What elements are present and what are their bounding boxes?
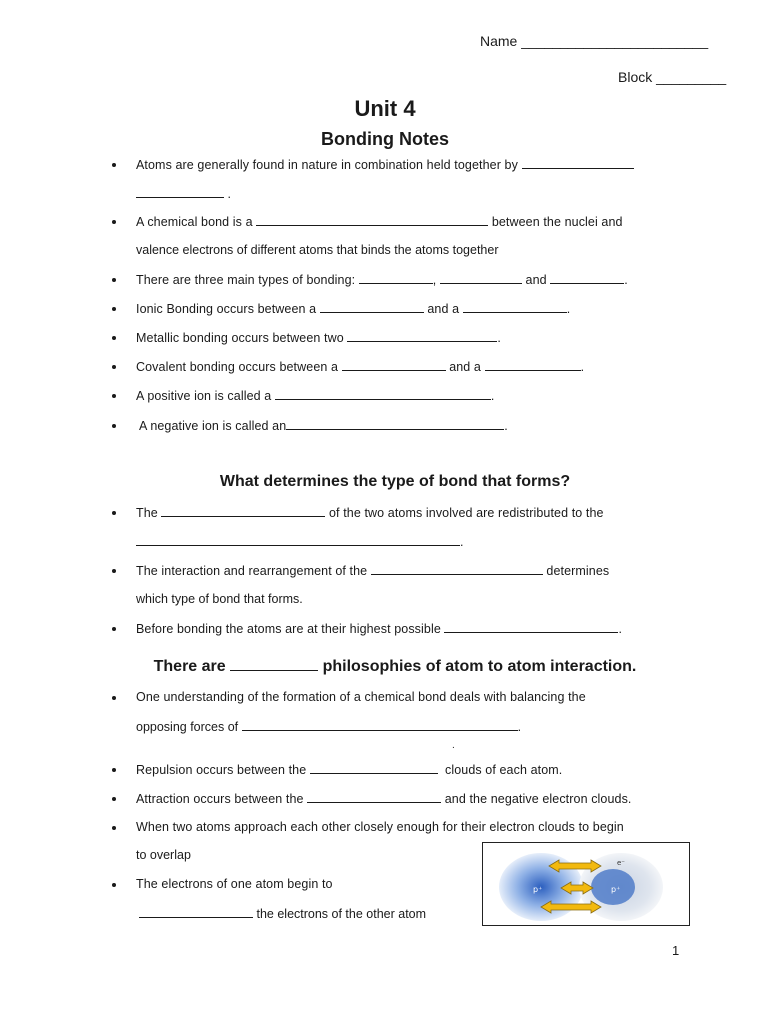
left-proton-label: p⁺ [533, 885, 543, 894]
answer-blank [242, 719, 518, 731]
bullet-continuation: opposing forces of . [136, 720, 522, 734]
answer-blank [136, 186, 224, 198]
bullet-continuation: to overlap [136, 848, 191, 862]
answer-blank [136, 534, 460, 546]
answer-blank [275, 388, 491, 400]
bullet-continuation: . [136, 186, 231, 201]
right-proton-label: p⁺ [611, 885, 621, 894]
answer-blank [320, 301, 424, 313]
section-heading-bond-type: What determines the type of bond that forms? [219, 473, 571, 490]
name-field [480, 33, 708, 49]
bullet-continuation: . [136, 534, 463, 549]
section-heading-philosophies: There are philosophies of atom to atom interaction. [153, 658, 637, 675]
answer-blank [230, 656, 318, 671]
answer-blank [359, 272, 433, 284]
answer-blank [522, 157, 634, 169]
answer-blank [342, 359, 446, 371]
block-blank: _________ [656, 69, 727, 85]
bullet-continuation: the electrons of the other atom [139, 906, 426, 921]
answer-blank [440, 272, 522, 284]
answer-blank [550, 272, 624, 284]
answer-blank [307, 791, 441, 803]
page-title: Unit 4 [354, 96, 416, 121]
bullet-continuation: which type of bond that forms. [136, 592, 303, 606]
answer-blank [371, 563, 543, 575]
name-blank: ________________________ [521, 33, 709, 49]
electron-label: e⁻ [617, 859, 626, 867]
electron-cloud-diagram [482, 842, 690, 926]
stray-dot: . [452, 740, 455, 751]
answer-blank [139, 906, 253, 918]
block-label: Block [618, 69, 653, 85]
answer-blank [347, 330, 497, 342]
answer-blank [463, 301, 567, 313]
answer-blank [256, 214, 488, 226]
page-number: 1 [672, 943, 680, 958]
bullet-text: Atoms are generally found in nature in combination held together by [136, 158, 518, 172]
answer-blank [444, 621, 618, 633]
electron-cloud-illustration [483, 843, 689, 925]
answer-blank [485, 359, 581, 371]
answer-blank [286, 418, 504, 430]
block-field [618, 69, 726, 85]
name-label: Name [480, 33, 518, 49]
answer-blank [310, 762, 438, 774]
bullet-continuation: valence electrons of different atoms that binds the atoms together [136, 243, 499, 257]
page-subtitle: Bonding Notes [321, 129, 449, 149]
answer-blank [161, 505, 325, 517]
